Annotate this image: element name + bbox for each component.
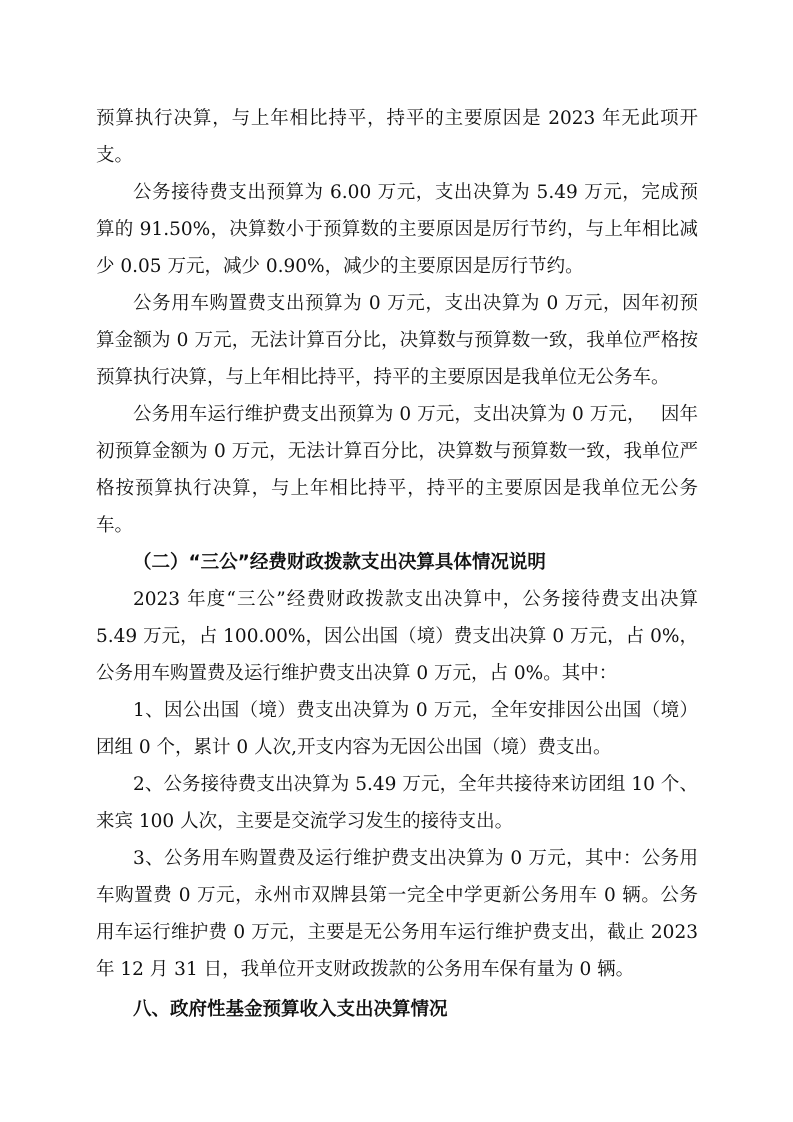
paragraph-vehicle-purchase: 公务用车购置费支出预算为 0 万元，支出决算为 0 万元，因年初预算金额为 0 万元，无法计算百分比，决算数与预算数一致，我单位严格按预算执行决算，与上年相比持平，持平的主要原因是我单位无公务车。 [96, 293, 698, 388]
paragraph-reception-expense: 公务接待费支出预算为 6.00 万元，支出决算为 5.49 万元，完成预算的 91.50%，决算数小于预算数的主要原因是厉行节约，与上年相比减少 0.05 万元，减少 0.90%，减少的主要原因是厉行节约。 [96, 182, 698, 277]
paragraph-vehicle-maintenance: 公务用车运行维护费支出预算为 0 万元，支出决算为 0 万元， 因年初预算金额为 0 万元，无法计算百分比，决算数与预算数一致，我单位严格按预算执行决算，与上年相比持平，持平的主要原因是我单位无公务车。 [96, 404, 698, 536]
paragraph-expense-summary: 2023 年度“三公”经费财政拨款支出决算中，公务接待费支出决算 5.49 万元，占 100.00%，因公出国（境）费支出决算 0 万元，占 0%，公务用车购置费及运行维护费支出决算 0 万元，占 0%。其中： [96, 589, 698, 684]
section-heading-three-public-expenses: （二）“三公”经费财政拨款支出决算具体情况说明 [133, 552, 546, 573]
paragraph-item-vehicles: 3、公务用车购置费及运行维护费支出决算为 0 万元，其中：公务用车购置费 0 万元，永州市双牌县第一完全中学更新公务用车 0 辆。公务用车运行维护费 0 万元，主要是无公务用车运行维护费支出，截止 2023 年 12 月 31 日，我单位开支财政拨款的公务用车保有量为 0 辆。 [96, 848, 698, 980]
paragraph-item-reception: 2、公务接待费支出决算为 5.49 万元，全年共接待来访团组 10 个、来宾 100 人次，主要是交流学习发生的接待支出。 [96, 774, 698, 832]
section-heading-government-fund: 八、政府性基金预算收入支出决算情况 [133, 999, 448, 1020]
document-body [96, 100, 698, 1028]
paragraph-item-overseas: 1、因公出国（境）费支出决算为 0 万元，全年安排因公出国（境）团组 0 个，累计 0 人次,开支内容为无因公出国（境）费支出。 [96, 700, 698, 758]
paragraph-continuation: 预算执行决算，与上年相比持平，持平的主要原因是 2023 年无此项开支。 [96, 108, 698, 166]
